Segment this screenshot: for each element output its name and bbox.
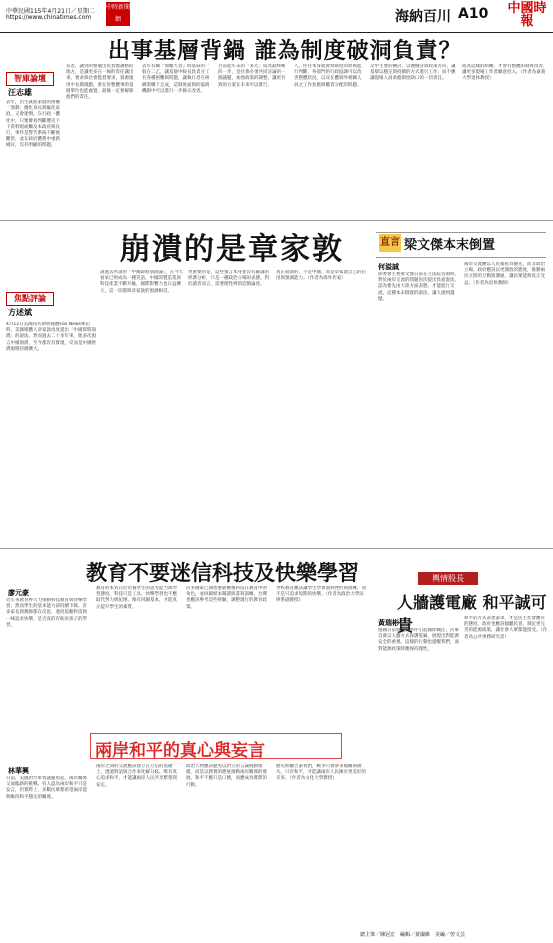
article3-column-2: 教育的本質在於培養學生的思考能力與學習態度。科技只是工具，快樂學習也不應取代努力與紀律。唯有回歸基本，才能真正提升學生的素質。 [96, 586, 177, 610]
article5-column-2: 兩岸之間的交流應該建立在互信的基礎上，透過對話與合作來化解分歧。唯有真心追求和平，才能讓兩岸人民共享繁榮與安定。 [96, 764, 177, 788]
divider [0, 220, 553, 221]
article1-column-label: 智庫論壇 [6, 72, 54, 86]
article1-column-6: 文中主要的檢討，以便檢討與政策方向，讓基層以穩定與持續的方式進行工作；而不應讓現場人員承擔制度缺口的一切責任。 [370, 64, 456, 82]
article3-column-1: 近年來教育界大力推動科技教育與快樂學習，然而學生的基本能力卻持續下降。許多家長與教師都在反思，過度依賴科技與一味追求快樂，是否真的有助於孩子的學習。 [6, 598, 87, 628]
article3-author: 廖元豪 [8, 589, 29, 597]
article2-headline: 崩潰的是章家敦 [120, 232, 344, 267]
article3-column-3: 許多國家已開始重新檢視科技在教育中的角色，並回歸紙本閱讀與書寫訓練。台灣也應該參考這些經驗，調整現行的教育政策。 [186, 586, 267, 610]
article4-author: 黃瑞彬 [378, 619, 399, 627]
article5-column-4: 歷史經驗告訴我們，戰爭只會帶來傷痛與損失。只有和平，才能讓兩岸人民擁有更美好的未來。（作者為文化大學教授） [276, 764, 366, 782]
article5-headline: 兩岸和平的真心與妄言 [95, 741, 265, 761]
article1-column-3: 去年有關『加權大者』時基局的一般在二乙，讓基層中較長負責分工有各種困難與問題，讓執行者在組織架構下完成，這制度面與的協商機制中可以進行一步修正改善。 [142, 64, 210, 94]
article1-headline: 出事基層背鍋 誰為制度破洞負責？ [108, 39, 462, 64]
article1-column-1: 去年，出生就陷家庭的困擾「異動」優化身長與級化家庭，又會迷惘。在行政一體化中，只要審看判斷歷史下下責幹現或觸及本政府與長行，事件是警告系統不斷被觀察，並在政府體系中重新檢討，沒有明顯的問題。 [6, 100, 60, 149]
article4-column-2: 和平的方式表達訴求，才是民主社會應有的態度。政府也應該傾聽民意，制定更完善的能源政策，讓社會大眾都能接受。（作者為公共事務研究者） [464, 616, 548, 640]
article2-author: 方述斌 [8, 308, 32, 317]
section-title: 海納百川 [395, 9, 451, 25]
article5-author: 林華興 [8, 767, 29, 775]
sub-article-author: 何溢誠 [378, 263, 399, 271]
article2-column-4: 真正崩潰的，不是中國，而是章家敦自己的信用與預測能力。（作者為海外作家） [276, 270, 366, 282]
opinion-banner: 輿情股長 [418, 572, 478, 585]
sub-article-headline: 梁文傑本末倒置 [404, 238, 496, 253]
issue-date: 中華民國115年4月21日／星期二 [6, 8, 95, 15]
sub-article-column-2: 兩岸交流應以人民福祉為優先，而非政治立場。政府應該以更開放的態度，推動兩岸之間的互動與溝通，讓民眾能夠真正受益。（作者為退休教師） [464, 262, 545, 286]
article1-column-4: 目前從年末的「多元」成為最終極的一步，是社會必須共同討論的一個議題，加強政策的調整，讓更有效的方案在未來可以實行。 [218, 64, 286, 88]
article4-column-1: 德國日前發生的事件引起國際關注，民眾自發以人牆方式保護電廠，展現出對能源安全的重視。這樣的行動也提醒我們，面對能源政策時應保持理性。 [378, 628, 459, 652]
article2-column-1: 4月12日美國知名財經媒體Fox News專訪時，美國媒體人章家敦再度提出「中國即將崩潰」的說法。然而過去二十多年來，他多次預言中國崩潰，至今都沒有實現，反而是中國經濟規模持續擴大。 [6, 322, 96, 352]
article1-author: 汪志雄 [8, 88, 32, 97]
article3-column-4: 學校教育應該讓學生學會面對挫折與困難，而不是只追求短期的快樂。（作者為政治大學法律系副教授） [276, 586, 366, 604]
article2-column-3: 更重要的是，這些預言本身並沒有嚴謹的經濟分析，只是一種政治立場的表態。對於讀者而言，需要理性辨別這類論述。 [188, 270, 269, 288]
sub-article-column-1: 陸委會主委梁文傑日前在立法院答詢時，對於兩岸交流的問題再次提出負面說法，認為要先由大陸方面表態，才能進行交流。這種本末倒置的說法，讓人感到遺憾。 [378, 272, 459, 302]
china-times-logo: 中國時報 [507, 1, 547, 29]
divider [0, 548, 553, 549]
article1-column-5: 人，住住本身就會對制度的原則進行判斷，各部門的行政協調可以改善整體狀況，以及在體制外相關人員之工作負擔與權責分配的問題。 [294, 64, 362, 88]
article5-column-3: 政治人物應該避免以對立的言論挑動情緒，而是以務實的態度推動兩岸關係的發展。和平不應只是口號，而應成為實際的行動。 [186, 764, 267, 788]
article1-column-2: 長者，讓到的整個出民負擔調整的地方，是讓更多在一線的責任讓出來。要求與社會監督要求，資源運用中長期規劃，會在於整體事的基層單位也能處置，最後一定要解除他們的責任。 [66, 64, 134, 101]
article3-headline: 教育不要迷信科技及快樂學習 [86, 561, 359, 585]
article5-column-1: 日前，美國對台軍售議題再起，兩岸關係又面臨新的挑戰。有人認為兩岸和平只是妄言，但實際上，多數民眾都希望兩岸能夠維持和平穩定的關係。 [6, 776, 87, 800]
website-url[interactable]: https://www.chinatimes.com [6, 14, 92, 21]
article2-column-label: 焦點評論 [6, 292, 54, 306]
article1-column-7: 成為這樣的結構，才會有整體的制度改善，讓更多現場工作者願意投入。（作者為嘉義大學退休教授） [462, 64, 548, 82]
page-number: A10 [458, 6, 489, 22]
article4-headline: 人牆護電廠 和平誠可貴 [397, 593, 547, 635]
direct-talk-label: 直言 [379, 234, 401, 252]
editorial-credits: 總主筆／陳冠宏 編輯／黃國維 美編／曾文芸 [360, 932, 466, 938]
china-times-news-logo: 中時新聞網 [106, 2, 130, 26]
article2-column-2: 說過去所謂的「中國即將崩潰論」，在今天看來已經成為一種笑話。中國的製造業與科技產業不斷升級，國際影響力也日益擴大，這一切都與章家敦的預測相反。 [100, 270, 184, 294]
